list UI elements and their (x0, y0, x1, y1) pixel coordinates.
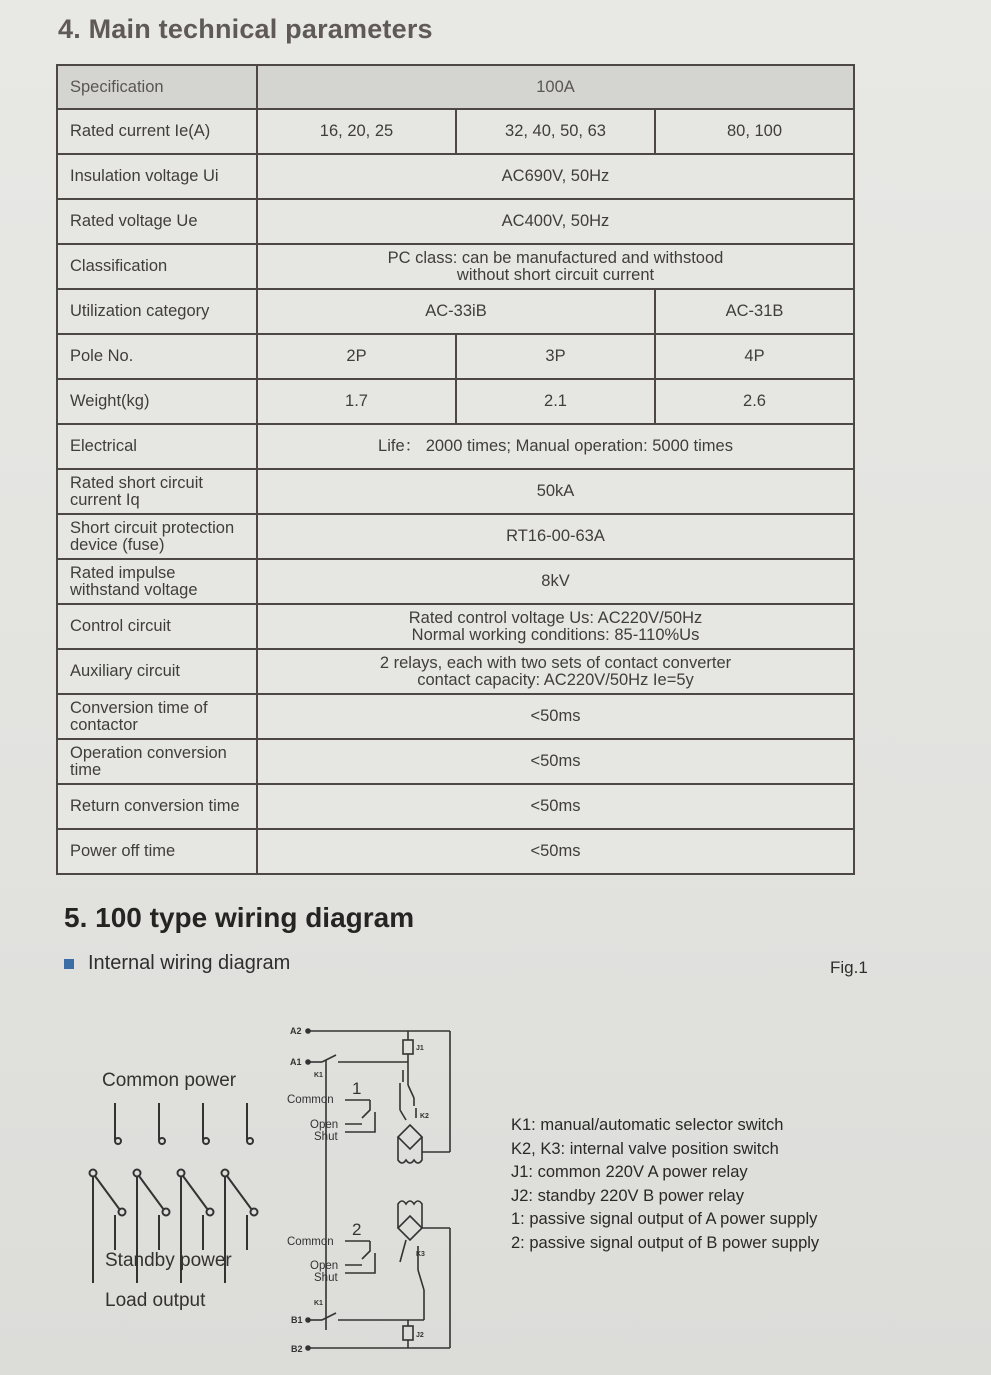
row-label: Classification (57, 244, 257, 289)
table-row (57, 649, 854, 694)
row-label: Utilization category (57, 289, 257, 334)
cell-line: PC class: can be manufactured and withstood (387, 248, 724, 267)
terminal-a1: A1 (290, 1057, 302, 1067)
row-label: Return conversion time (57, 784, 257, 829)
terminal-a2: A2 (290, 1026, 302, 1036)
cell-line: contact capacity: AC220V/50Hz Ie=5y (417, 670, 694, 689)
wiring-diagram (0, 1010, 991, 1375)
table-row (57, 289, 854, 334)
row-label (57, 559, 257, 604)
section-4-title: 4. Main technical parameters (58, 14, 433, 44)
subheading (64, 952, 290, 975)
row-label: Insulation voltage Ui (57, 154, 257, 199)
cell-line: Rated control voltage Us: AC220V/50Hz (408, 608, 703, 627)
legend-item: K2, K3: internal valve position switch (511, 1139, 779, 1158)
signal-2-open: Open (310, 1260, 339, 1272)
legend-item: 1: passive signal output of A power supply (511, 1210, 818, 1228)
cell: 32, 40, 50, 63 (456, 109, 655, 154)
label-line: device (fuse) (70, 535, 165, 554)
label-line: Conversion time of (70, 698, 208, 717)
cell: Life： 2000 times; Manual operation: 5000 times (257, 424, 854, 469)
cell-line: 2 relays, each with two sets of contact converter (379, 653, 732, 672)
signal-2-common: Common (287, 1236, 334, 1248)
cell (257, 244, 854, 289)
row-label: Weight(kg) (57, 379, 257, 424)
table-row (57, 514, 854, 559)
table-row (57, 469, 854, 514)
row-label: Power off time (57, 829, 257, 874)
cell: AC690V, 50Hz (257, 154, 854, 199)
legend-item: 2: passive signal output of B power supply (511, 1233, 820, 1252)
header-value: 100A (257, 65, 854, 109)
cell: <50ms (257, 829, 854, 874)
standby-power-label: Standby power (105, 1250, 232, 1271)
terminal-b1: B1 (291, 1315, 303, 1325)
row-label: Auxiliary circuit (57, 649, 257, 694)
cell: AC-33iB (257, 289, 655, 334)
label-line: withstand voltage (70, 580, 198, 599)
k1-label-top: K1 (314, 1072, 323, 1079)
cell: <50ms (257, 739, 854, 784)
cell: 2.1 (456, 379, 655, 424)
square-bullet-icon (64, 959, 74, 969)
row-label (57, 739, 257, 784)
figure-label: Fig.1 (830, 958, 868, 977)
table-row (57, 694, 854, 739)
technical-parameters-table (56, 64, 855, 875)
signal-2-shut: Shut (314, 1272, 338, 1284)
row-label (57, 694, 257, 739)
cell: 1.7 (257, 379, 456, 424)
table-row (57, 784, 854, 829)
table-row (57, 604, 854, 649)
label-line: contactor (70, 715, 138, 734)
cell: 4P (655, 334, 854, 379)
header-label: Specification (57, 65, 257, 109)
k2-label: K2 (420, 1113, 429, 1120)
cell: <50ms (257, 694, 854, 739)
table-row (57, 379, 854, 424)
cell: 3P (456, 334, 655, 379)
signal-1-number: 1 (352, 1079, 362, 1098)
load-output-label: Load output (105, 1290, 206, 1311)
diagram-legend (511, 1114, 819, 1255)
cell: <50ms (257, 784, 854, 829)
row-label: Rated current Ie(A) (57, 109, 257, 154)
cell (257, 649, 854, 694)
cell: AC-31B (655, 289, 854, 334)
cell: 2.6 (655, 379, 854, 424)
cell: AC400V, 50Hz (257, 199, 854, 244)
table-row (57, 199, 854, 244)
cell (257, 604, 854, 649)
cell: 8kV (257, 559, 854, 604)
table-row (57, 154, 854, 199)
k1-label-bottom: K1 (314, 1300, 323, 1307)
common-power-label: Common power (102, 1070, 237, 1091)
label-line: Operation conversion (70, 743, 227, 762)
cell: RT16-00-63A (257, 514, 854, 559)
cell: 50kA (257, 469, 854, 514)
signal-1-common: Common (287, 1094, 334, 1106)
subheading-text: Internal wiring diagram (88, 952, 291, 974)
row-label: Rated voltage Ue (57, 199, 257, 244)
cell: 80, 100 (655, 109, 854, 154)
table-row (57, 829, 854, 874)
internal-circuit (306, 1029, 450, 1350)
cell: 16, 20, 25 (257, 109, 456, 154)
row-label (57, 514, 257, 559)
table-row (57, 244, 854, 289)
legend-item: J2: standby 220V B power relay (511, 1186, 744, 1205)
table-row (57, 334, 854, 379)
terminal-b2: B2 (291, 1344, 303, 1354)
legend-item: K1: manual/automatic selector switch (511, 1116, 784, 1134)
signal-1-shut: Shut (314, 1131, 338, 1143)
table-row (57, 559, 854, 604)
label-line: Short circuit protection (70, 518, 235, 537)
k3-label: K3 (416, 1251, 425, 1258)
signal-1-open: Open (310, 1119, 339, 1131)
row-label: Control circuit (57, 604, 257, 649)
label-line: Rated short circuit (70, 473, 203, 492)
table-row (57, 109, 854, 154)
cell-line: Normal working conditions: 85-110%Us (411, 625, 700, 644)
label-line: time (70, 760, 102, 779)
transfer-switch-poles-icon (90, 1103, 258, 1283)
signal-2-number: 2 (352, 1220, 362, 1239)
table-row (57, 424, 854, 469)
table-row (57, 739, 854, 784)
label-line: current Iq (70, 490, 140, 509)
j1-label: J1 (416, 1045, 424, 1052)
section-5-title: 5. 100 type wiring diagram (64, 902, 415, 933)
legend-item: J1: common 220V A power relay (511, 1163, 748, 1181)
label-line: Rated impulse (70, 563, 176, 582)
row-label (57, 469, 257, 514)
j2-label: J2 (416, 1332, 424, 1339)
table-header-row (57, 65, 854, 109)
row-label: Electrical (57, 424, 257, 469)
cell: 2P (257, 334, 456, 379)
row-label: Pole No. (57, 334, 257, 379)
cell-line: without short circuit current (456, 265, 655, 284)
